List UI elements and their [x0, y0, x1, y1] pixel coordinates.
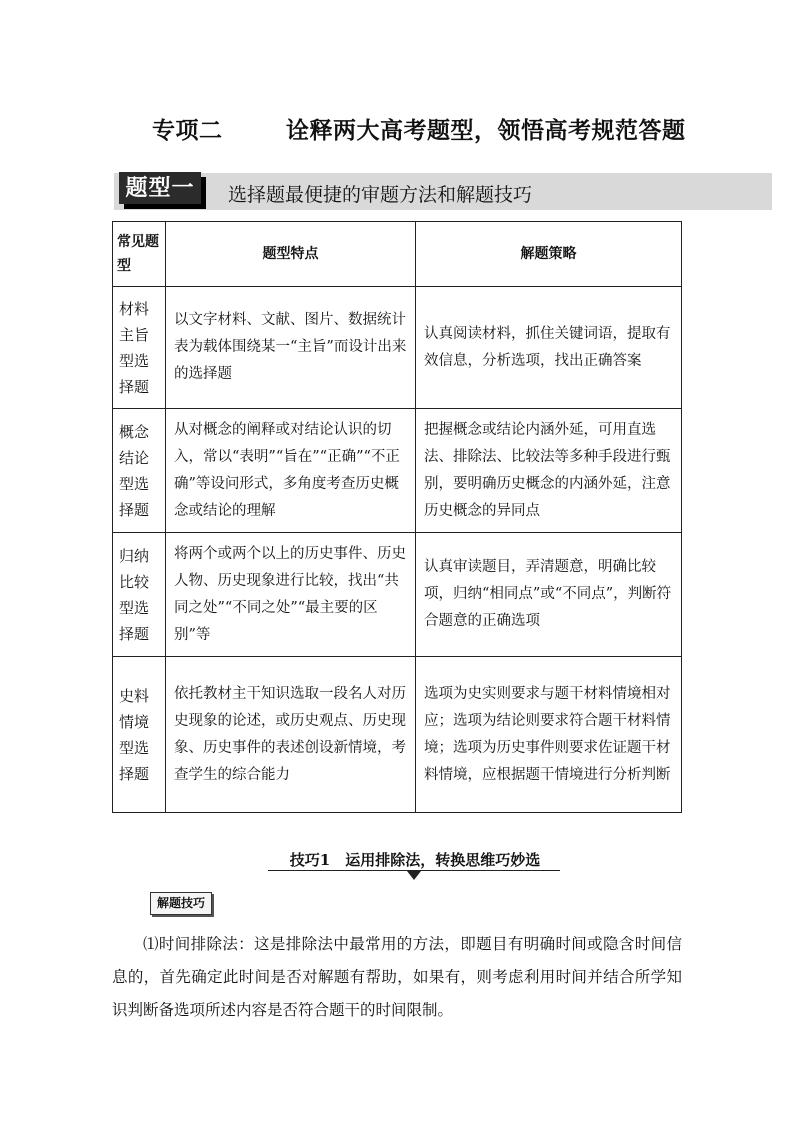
table-cell-type: 史料情境型选择题 [113, 657, 166, 813]
table-cell-type: 材料主旨型选择题 [113, 287, 166, 409]
table-header-type: 常见题型 [113, 222, 166, 287]
table-cell-strategy: 认真阅读材料，抓住关键词语，提取有效信息，分析选项，找出正确答案 [416, 287, 682, 409]
technique-heading: 技巧1 运用排除法，转换思维巧妙选 [289, 851, 541, 869]
table-row [113, 657, 682, 813]
table-cell-feature: 从对概念的阐释或对结论认识的切入，常以“表明”“旨在”“正确”“不正确”等设问形式，多角度考查历史概念或结论的理解 [166, 409, 416, 533]
table-cell-type: 归纳比较型选择题 [113, 533, 166, 657]
table-row [113, 409, 682, 533]
table-cell-type: 概念结论型选择题 [113, 409, 166, 533]
table-row [113, 533, 682, 657]
table-row [113, 287, 682, 409]
table-cell-feature: 依托教材主干知识选取一段名人对历史现象的论述，或历史观点、历史现象、历史事件的表述创设新情境，考查学生的综合能力 [166, 657, 416, 813]
title-main-text: 诠释两大高考题型，领悟高考规范答题 [286, 118, 686, 144]
table-cell-strategy: 选项为史实则要求与题干材料情境相对应；选项为结论则要求符合题干材料情境；选项为历史事件则要求佐证题干材料情境，应根据题干情境进行分析判断 [416, 657, 682, 813]
section-title: 选择题最便捷的审题方法和解题技巧 [228, 184, 533, 206]
table-header-strategy: 解题策略 [416, 222, 682, 287]
table-cell-strategy: 把握概念或结论内涵外延，可用直选法、排除法、比较法等多种手段进行甄别，要明确历史概念的内涵外延，注意历史概念的异同点 [416, 409, 682, 533]
tip-tag: 解题技巧 [150, 892, 212, 915]
body-paragraph: ⑴时间排除法：这是排除法中最常用的方法，即题目有明确时间或隐含时间信息的，首先确定此时间是否对解题有帮助，如果有，则考虑利用时间并结合所学知识判断备选项所述内容是否符合题干的时间限制。 [112, 935, 682, 1019]
triangle-down-icon [407, 871, 421, 880]
table-cell-feature: 将两个或两个以上的历史事件、历史人物、历史现象进行比较，找出“共同之处”“不同之处”“最主要的区别”等 [166, 533, 416, 657]
table-cell-feature: 以文字材料、文献、图片、数据统计表为载体围绕某一“主旨”而设计出来的选择题 [166, 287, 416, 409]
title-part-label: 专项二 [152, 118, 223, 144]
table-header-feature: 题型特点 [166, 222, 416, 287]
table-cell-strategy: 认真审读题目，弄清题意，明确比较项，归纳“相同点”或“不同点”，判断符合题意的正确选项 [416, 533, 682, 657]
question-type-table [112, 221, 682, 813]
section-badge: 题型一 [119, 172, 201, 204]
table-header-row [113, 222, 682, 287]
